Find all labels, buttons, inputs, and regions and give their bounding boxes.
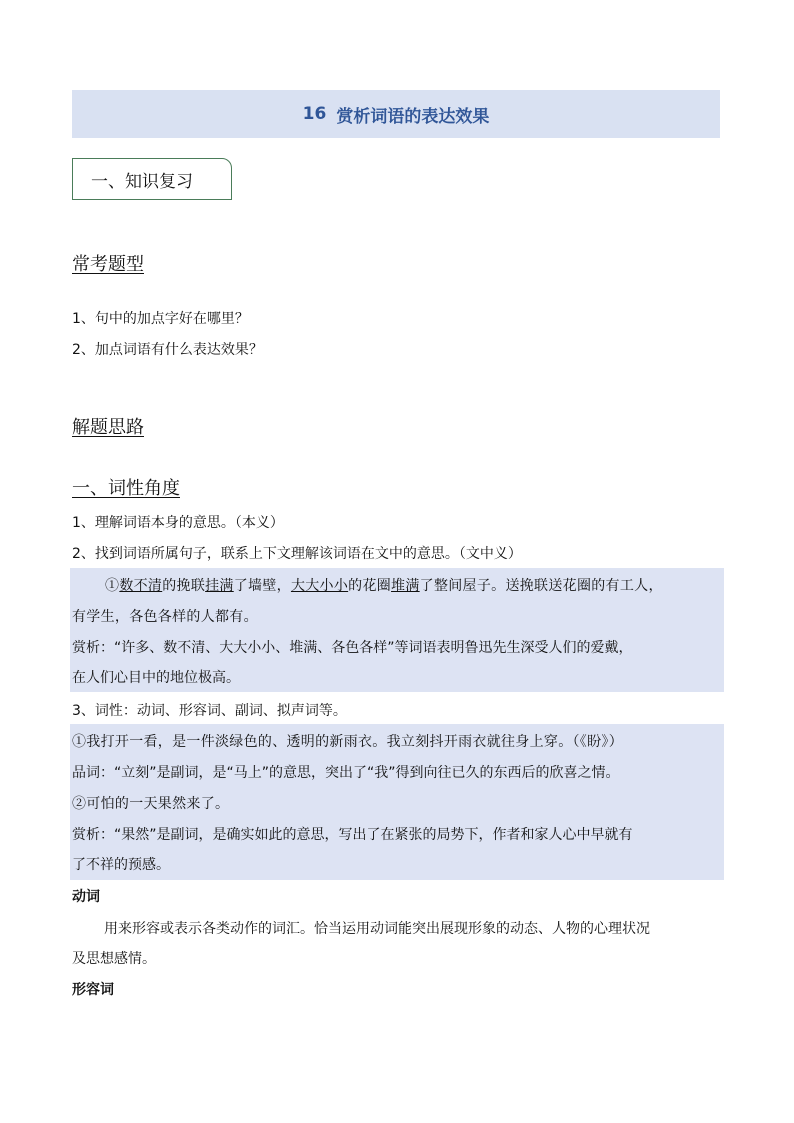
example-1-line-1: ①数不清的挽联挂满了墙壁，大大小小的花圈堆满了整间屋子。送挽联送花圈的有工人， <box>105 578 663 594</box>
approach-heading: 解题思路 <box>72 417 144 438</box>
analysis-1-line-1: 赏析：“许多、数不清、大大小小、堆满、各色各样”等词语表明鲁迅先生深受人们的爱戴， <box>72 640 633 656</box>
word-class-heading: 一、词性角度 <box>72 478 180 499</box>
common-type-item-1: 1、句中的加点字好在哪里？ <box>72 311 249 327</box>
example-1-line-2: 有学生，各色各样的人都有。 <box>72 609 258 625</box>
section-label-box <box>72 158 232 200</box>
title-banner <box>72 90 720 138</box>
lesson-number: 16 <box>302 104 327 124</box>
common-types-heading: 常考题型 <box>72 254 144 275</box>
verb-heading: 动词 <box>72 889 100 905</box>
common-type-item-2: 2、加点词语有什么表达效果？ <box>72 342 263 358</box>
verb-description-line-2: 及思想感情。 <box>72 951 156 967</box>
analysis-3-line-2: 了不祥的预感。 <box>72 857 170 873</box>
adjective-heading: 形容词 <box>72 982 114 998</box>
lesson-title: 赏析词语的表达效果 <box>336 106 490 127</box>
step-2: 2、找到词语所属句子，联系上下文理解该词语在文中的意思。（文中义） <box>72 546 522 562</box>
step-3: 3、词性：动词、形容词、副词、拟声词等。 <box>72 703 347 719</box>
analysis-1-line-2: 在人们心目中的地位极高。 <box>72 670 240 686</box>
example-3: ②可怕的一天果然来了。 <box>72 796 230 812</box>
verb-description-line-1: 用来形容或表示各类动作的词汇。恰当运用动词能突出展现形象的动态、人物的心理状况 <box>104 921 650 937</box>
example-2: ①我打开一看，是一件淡绿色的、透明的新雨衣。我立刻抖开雨衣就往身上穿。（《盼》） <box>72 734 623 750</box>
analysis-2: 品词：“立刻”是副词，是“马上”的意思，突出了“我”得到向往已久的东西后的欣喜之情。 <box>72 765 620 781</box>
analysis-3-line-1: 赏析：“果然”是副词，是确实如此的意思，写出了在紧张的局势下，作者和家人心中早就有 <box>72 827 633 843</box>
section-label: 一、知识复习 <box>91 171 193 192</box>
step-1: 1、理解词语本身的意思。（本义） <box>72 515 284 531</box>
